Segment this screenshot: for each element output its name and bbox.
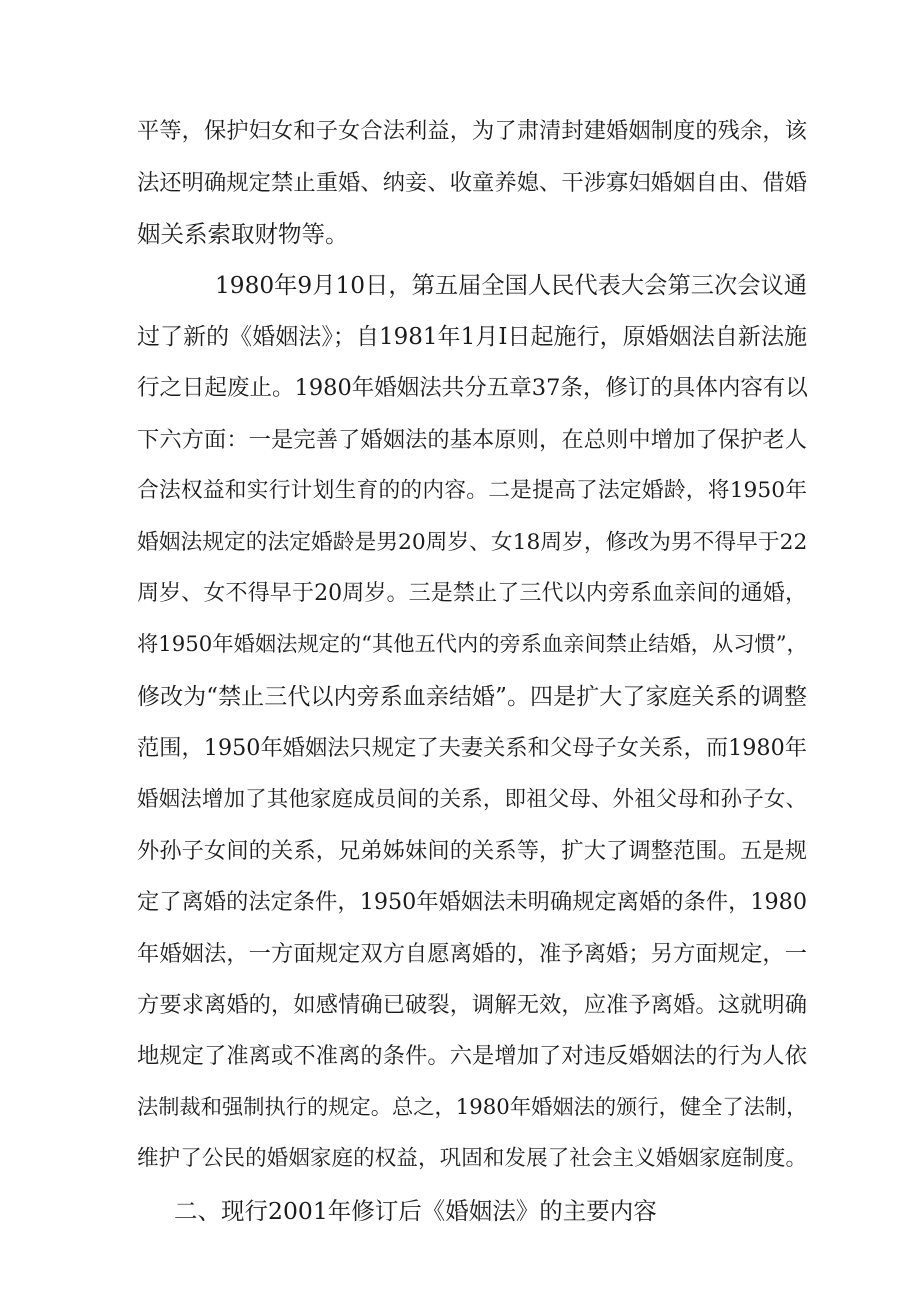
paragraph-first-line: 1980年9月10日，第五届全国人民代表大会第三次会议通 bbox=[215, 272, 807, 299]
text-line: 婚姻法规定的法定婚龄是男20周岁、女18周岁，修改为男不得早于22 bbox=[137, 530, 808, 555]
text-line: 外孙子女间的关系，兄弟姊妹间的关系等，扩大了调整范围。五是规 bbox=[137, 838, 807, 864]
text-line: 下六方面：一是完善了婚姻法的基本原则，在总则中增加了保护老人 bbox=[137, 427, 807, 453]
text-line: 法制裁和强制执行的规定。总之，1980年婚姻法的颁行，健全了法制， bbox=[137, 1095, 808, 1120]
text-line: 合法权益和实行计划生育的的内容。二是提高了法定婚龄，将1950年 bbox=[137, 478, 807, 503]
text-line: 平等，保护妇女和子女合法利益，为了肃清封建婚姻制度的残余，该 bbox=[137, 118, 807, 144]
text-line: 姻关系索取财物等。 bbox=[137, 220, 349, 248]
text-line: 修改为“禁止三代以内旁系血亲结婚”。四是扩大了家庭关系的调整 bbox=[137, 684, 807, 710]
text-line: 周岁、女不得早于20周岁。三是禁止了三代以内旁系血亲间的通婚， bbox=[137, 581, 807, 606]
text-line: 范围，1950年婚姻法只规定了夫妻关系和父母子女关系，而1980年 bbox=[137, 735, 807, 761]
text-line: 地规定了准离或不准离的条件。六是增加了对违反婚姻法的行为人依 bbox=[137, 1043, 807, 1069]
text-line: 维护了公民的婚姻家庭的权益，巩固和发展了社会主义婚姻家庭制度。 bbox=[137, 1146, 807, 1171]
text-line: 定了离婚的法定条件，1950年婚姻法未明确规定离婚的条件，1980 bbox=[137, 889, 807, 915]
text-line: 婚姻法增加了其他家庭成员间的关系，即祖父母、外祖父母和孙子女、 bbox=[137, 787, 807, 812]
section-heading: 二、现行2001年修订后《婚姻法》的主要内容 bbox=[174, 1197, 657, 1225]
text-line: 法还明确规定禁止重婚、纳妾、收童养媳、干涉寡妇婚姻自由、借婚 bbox=[137, 170, 807, 196]
text-line: 方要求离婚的，如感情确已破裂，调解无效，应准予离婚。这就明确 bbox=[137, 992, 807, 1018]
text-line: 年婚姻法，一方面规定双方自愿离婚的，准予离婚；另方面规定，一 bbox=[137, 941, 807, 967]
text-line: 将1950年婚姻法规定的“其他五代内的旁系血亲间禁止结婚，从习惯”， bbox=[137, 632, 808, 657]
text-line: 行之日起废止。1980年婚姻法共分五章37条，修订的具体内容有以 bbox=[137, 375, 808, 401]
text-line: 过了新的《婚姻法》；自1981年1月I日起施行，原婚姻法自新法施 bbox=[137, 324, 807, 350]
